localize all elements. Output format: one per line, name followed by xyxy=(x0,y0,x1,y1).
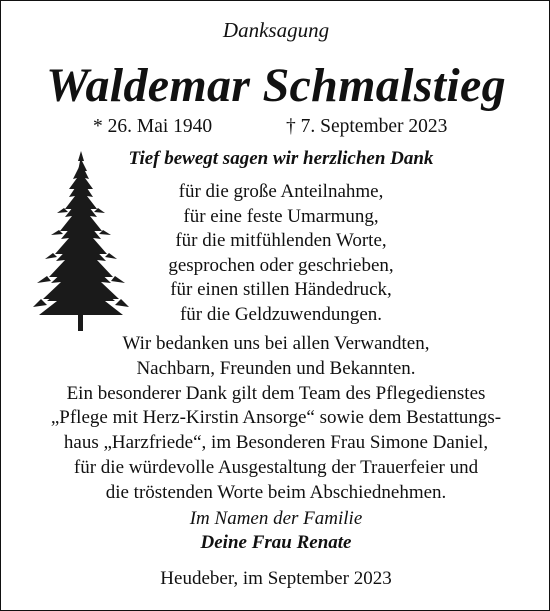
deceased-name: Waldemar Schmalstieg xyxy=(46,59,506,112)
notice-heading: Danksagung xyxy=(222,18,330,42)
body-line: für die würdevolle Ausgestaltung der Trauerfeier und xyxy=(73,456,479,478)
gratitude-line: für die mitfühlenden Worte, xyxy=(175,230,387,251)
body-line: Wir bedanken uns bei allen Verwandten, xyxy=(122,333,430,354)
family-signature: Deine Frau Renate xyxy=(200,532,352,553)
fir-tree-icon xyxy=(31,149,131,331)
death-date: † 7. September 2023 xyxy=(286,116,448,137)
gratitude-line: für einen stillen Händedruck, xyxy=(170,279,392,300)
gratitude-line: gesprochen oder geschrieben, xyxy=(168,254,394,276)
gratitude-line: für die Geldzuwendungen. xyxy=(179,303,383,325)
gratitude-line: für die große Anteilnahme, xyxy=(178,181,384,202)
thanks-body xyxy=(1,332,550,506)
body-line: Ein besonderer Dank gilt dem Team des Pflegedienstes xyxy=(66,382,486,404)
body-line: „Pflege mit Herz-Kirstin Ansorge“ sowie dem Bestattungs- xyxy=(50,407,502,429)
place-and-date: Heudeber, im September 2023 xyxy=(160,568,392,589)
body-line: Nachbarn, Freunden und Bekannten. xyxy=(136,357,416,379)
family-intro: Im Namen der Familie xyxy=(189,508,363,529)
gratitude-line: für eine feste Umarmung, xyxy=(183,205,379,227)
thanks-heading: Tief bewegt sagen wir herzlichen Dank xyxy=(128,148,434,169)
body-line: haus „Harzfriede“, im Besonderen Frau Simone Daniel, xyxy=(63,432,489,454)
body-line: die tröstenden Worte beim Abschiednehmen. xyxy=(105,481,447,503)
birth-date: * 26. Mai 1940 xyxy=(93,116,213,137)
gratitude-list xyxy=(131,180,431,327)
